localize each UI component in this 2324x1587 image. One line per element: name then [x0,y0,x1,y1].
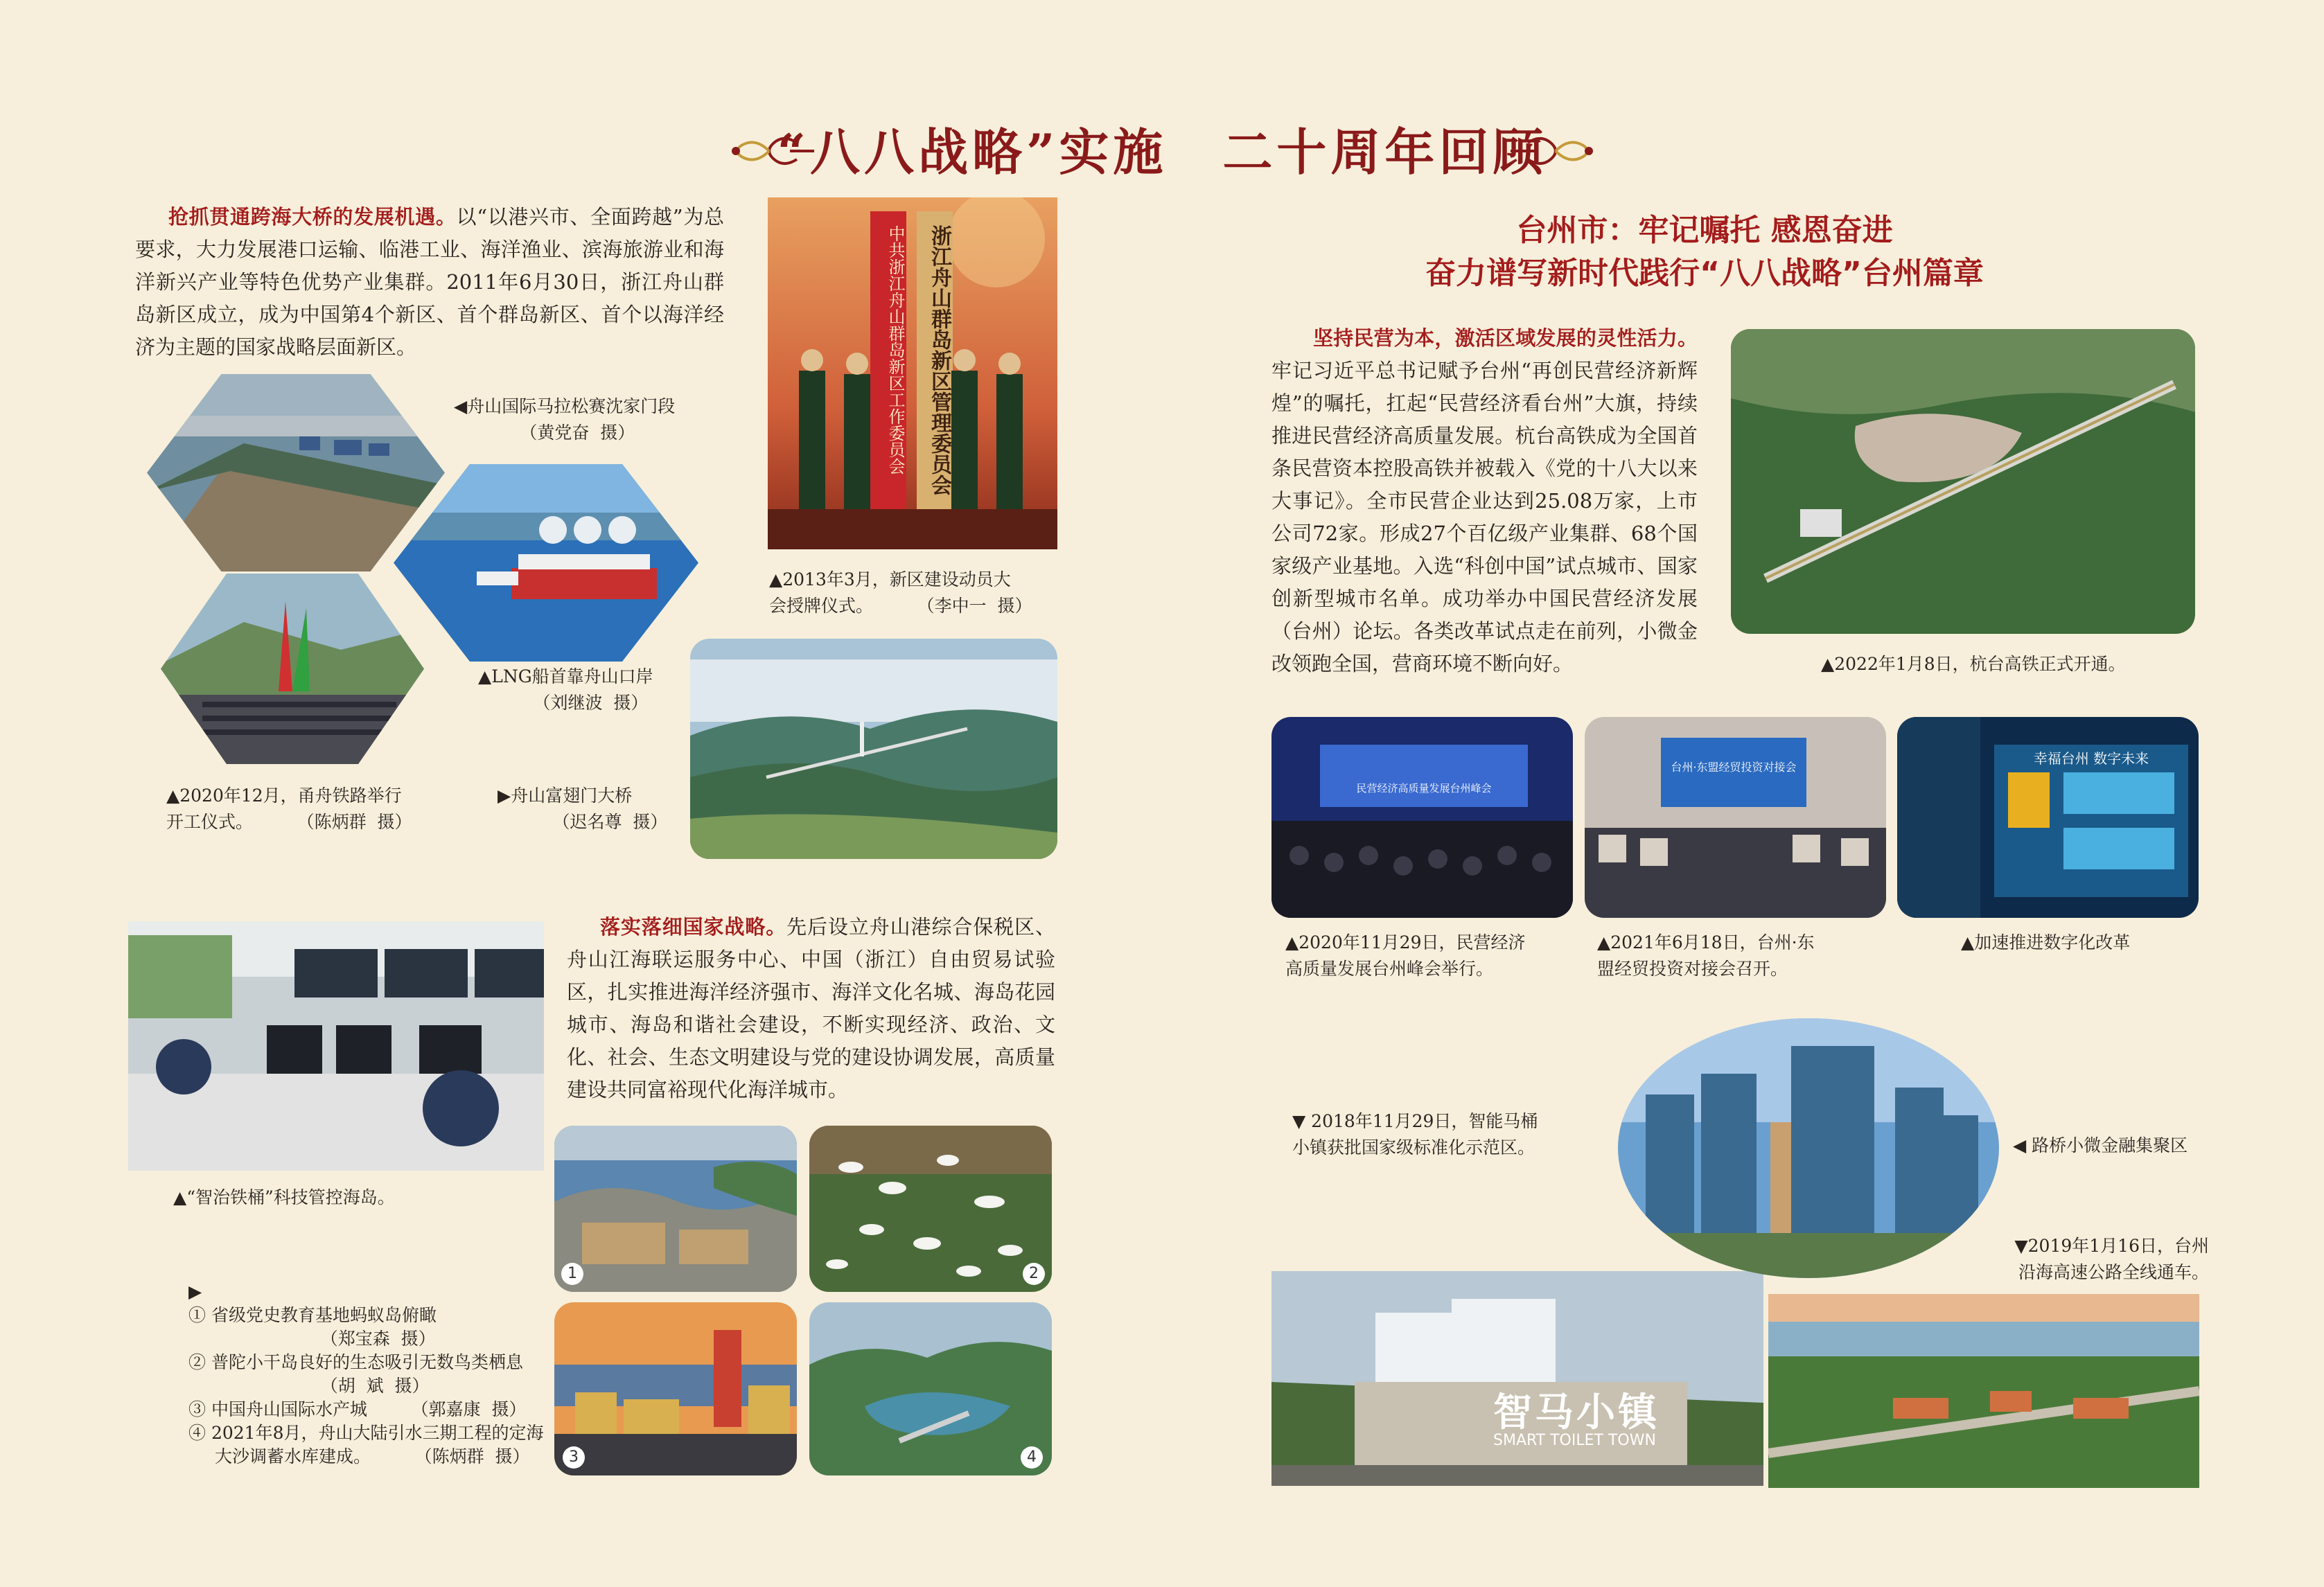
caption-digital: ▲加速推进数字化改革 [1961,932,2131,952]
summit-screen-text: 民营经济高质量发展台州峰会 [1356,782,1492,795]
right-paragraph-body: 牢记习近平总书记赋予台州“再创民营经济新辉煌”的嘱托，扛起“民营经济看台州”大旗，持续推进民营经济高质量发展。杭台高铁成为全国首条民营资本控股高铁并被载入《党的十八大以来大事记》。全市民营企业达到25.08万家，上市公司72家。形成27个百亿级产业集群、68个国家级产业基地。入选“科创中国”试点城市、国家创新型城市名单。成功举办中国民营经济发展（台州）论坛。各类改革试点走在前列，小微金改领跑全国，营商环境不断向好。 [1271,359,1698,675]
caption-summit: ▲2020年11月29日，民营经济 高质量发展台州峰会举行。 [1285,932,1526,979]
banner-text-1: 浙江舟山群岛新区管理委员会 [927,225,951,495]
bird-island-photo [809,1126,1052,1292]
left-paragraph-1 [135,201,724,364]
page-title [0,114,2324,190]
digital-screen-text: 幸福台州 数字未来 [2033,750,2149,767]
right-paragraph-lead: 坚持民营为本，激活区域发展的灵性活力。 [1313,326,1698,350]
badge-2: 2 [1023,1263,1045,1285]
fish-market-photo [554,1302,797,1475]
right-heading [1261,209,2148,295]
badge-3: 3 [563,1446,585,1469]
banner-text-2: 中共浙江舟山群岛新区工作委员会 [886,225,905,475]
caption-railway: ▲2020年12月，甬舟铁路举行 开工仪式。 （陈炳群 摄） [166,786,412,832]
caption-highway: ▼2019年1月16日，台州 沿海高速公路全线通车。 [2014,1236,2209,1282]
photo-legend [188,1280,549,1469]
railway-ceremony-photo [161,574,424,764]
right-paragraph [1271,322,1698,680]
legend-arrow: ▶ [188,1282,202,1302]
heading-line-2: 奋力谱写新时代践行“八八战略”台州篇章 [1425,256,1984,291]
coastal-highway-photo [1768,1294,2199,1488]
marathon-photo [147,374,445,571]
caption-bridge: ▶舟山富翅门大桥 （迟名尊 摄） [498,786,668,832]
investment-screen-text: 台州·东盟经贸投资对接会 [1671,761,1797,774]
legend-line: ③ 中国舟山国际水产城 （郭嘉康 摄） [188,1399,527,1419]
badge-1: 1 [561,1263,583,1285]
paragraph-1-lead: 抢抓贯通跨海大桥的发展机遇。 [168,205,457,229]
title-left: “八八战略”实施 [777,123,1168,181]
legend-line: ④ 2021年8月，舟山大陆引水三期工程的定海 [188,1423,544,1443]
legend-line: 大沙调蓄水库建成。 （陈炳群 摄） [215,1446,530,1466]
left-paragraph-2 [567,911,1055,1106]
summit-photo [1271,717,1573,918]
reservoir-photo [809,1302,1052,1475]
investment-photo [1585,717,1886,918]
smart-town-sign-en: SMART TOILET TOWN [1493,1432,1656,1449]
smart-town-sign: 智马小镇 [1493,1390,1660,1435]
paragraph-1-body: 以“以港兴市、全面跨越”为总要求，大力发展港口运输、临港工业、海洋渔业、滨海旅游业和海洋新兴产业等特色优势产业集群。2011年6月30日，浙江舟山群岛新区成立，成为中国第4个新区、首个群岛新区、首个以海洋经济为主题的国家战略层面新区。 [135,205,724,359]
caption-banner: ▲2013年3月，新区建设动员大 会授牌仪式。 （李中一 摄） [769,569,1032,616]
paragraph-2-lead: 落实落细国家战略。 [600,915,787,939]
high-speed-rail-photo [1731,329,2195,634]
title-right: 二十周年回顾 [1222,123,1547,181]
caption-lng: ▲LNG船首靠舟山口岸 （刘继波 摄） [478,666,653,713]
bridge-photo [690,639,1057,859]
badge-4: 4 [1021,1446,1043,1469]
caption-marathon: ◀舟山国际马拉松赛沈家门段 （黄党奋 摄） [454,396,676,443]
caption-investment: ▲2021年6月18日，台州·东 盟经贸投资对接会召开。 [1597,932,1815,979]
caption-control: ▲“智治铁桶”科技管控海岛。 [173,1187,395,1207]
heading-line-1: 台州市：牢记嘱托 感恩奋进 [1516,213,1893,248]
caption-rail: ▲2022年1月8日，杭台高铁正式开通。 [1821,654,2126,674]
paragraph-2-body: 先后设立舟山港综合保税区、舟山江海联运服务中心、中国（浙江）自由贸易试验区，扎实推进海洋经济强市、海洋文化名城、海岛花园城市、海岛和谐社会建设，不断实现经济、政治、文化、社会、生态文明建设与党的建设协调发展，高质量建设共同富裕现代化海洋城市。 [567,915,1055,1101]
legend-line: ① 省级党史教育基地蚂蚁岛俯瞰 [188,1305,437,1325]
ant-island-photo [554,1126,797,1292]
digital-reform-photo [1897,717,2199,918]
control-room-photo [128,921,544,1171]
title-ornament-right [1507,130,1597,172]
finance-district-photo [1618,1018,1999,1278]
caption-finance: ◀ 路桥小微金融集聚区 [2013,1135,2188,1155]
legend-line: ② 普陀小干岛良好的生态吸引无数鸟类栖息 [188,1352,523,1372]
caption-smart-town: ▼ 2018年11月29日，智能马桶 小镇获批国家级标准化示范区。 [1292,1111,1538,1158]
legend-line: （郑宝森 摄） [188,1329,436,1349]
banner-ceremony-photo [768,197,1057,549]
legend-line: （胡 斌 摄） [188,1376,430,1396]
lng-ship-photo [394,464,698,662]
